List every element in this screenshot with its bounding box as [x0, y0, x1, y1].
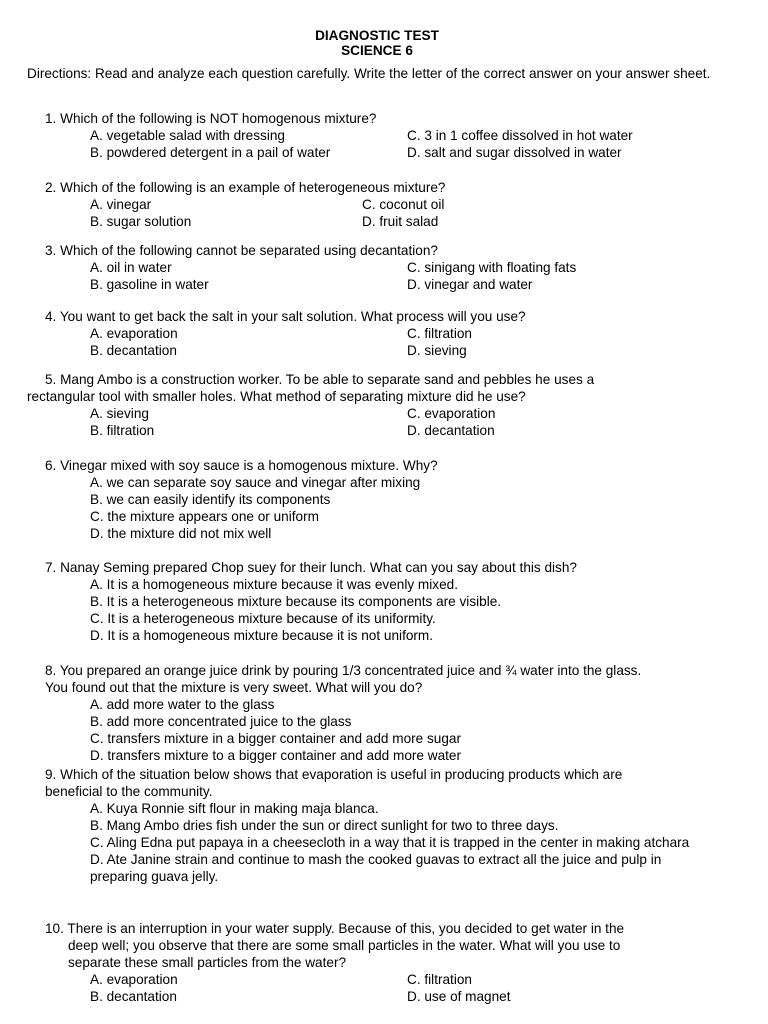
question-1 — [27, 110, 717, 161]
option-d: D. decantation — [407, 423, 495, 438]
question-stem-line-2: beneficial to the community. — [45, 784, 213, 799]
question-stem-line-2: deep well; you observe that there are some small particles in the water. What will you use to — [68, 938, 621, 953]
options-grid — [27, 196, 717, 230]
option-d: D. salt and sugar dissolved in water — [407, 145, 622, 160]
option-b: B. gasoline in water — [90, 277, 209, 292]
question-stem-line-3: separate these small particles from the water? — [68, 955, 347, 970]
option-a: A. It is a homogeneous mixture because it was evenly mixed. — [90, 577, 458, 592]
option-c: C. Aling Edna put papaya in a cheesecloth in a way that it is trapped in the center in making atchara — [90, 835, 690, 850]
option-a: A. vegetable salad with dressing — [90, 128, 285, 143]
document-subtitle: SCIENCE 6 — [341, 43, 413, 58]
option-c: C. filtration — [407, 326, 472, 341]
option-c: C. the mixture appears one or uniform — [90, 509, 319, 524]
option-c: C. It is a heterogeneous mixture because of its uniformity. — [90, 611, 436, 626]
option-a: A. we can separate soy sauce and vinegar after mixing — [90, 475, 421, 490]
option-a: A. vinegar — [90, 197, 152, 212]
option-d: D. vinegar and water — [407, 277, 533, 292]
question-stem: 1. Which of the following is NOT homogenous mixture? — [45, 111, 377, 126]
question-6 — [27, 457, 717, 542]
question-stem-line-1: 10. There is an interruption in your water supply. Because of this, you decided to get water in the — [45, 921, 625, 936]
option-b: B. powdered detergent in a pail of water — [90, 145, 331, 160]
question-4 — [27, 308, 717, 359]
directions: Directions: Read and analyze each question carefully. Write the letter of the correct answer on your answer sheet. — [27, 66, 711, 81]
option-d: D. sieving — [407, 343, 467, 358]
question-stem: 2. Which of the following is an example of heterogeneous mixture? — [45, 180, 446, 195]
option-c: C. filtration — [407, 972, 472, 987]
option-b: B. filtration — [90, 423, 155, 438]
option-d: D. the mixture did not mix well — [90, 526, 272, 541]
option-d: D. fruit salad — [362, 214, 439, 229]
option-a: A. evaporation — [90, 326, 178, 341]
options-grid — [27, 325, 717, 359]
option-b: B. add more concentrated juice to the glass — [90, 714, 352, 729]
option-c: C. sinigang with floating fats — [407, 260, 577, 275]
test-page — [27, 28, 727, 82]
option-c: C. evaporation — [407, 406, 496, 421]
options-grid — [27, 127, 717, 161]
question-7 — [27, 559, 717, 644]
option-b: B. Mang Ambo dries fish under the sun or direct sunlight for two to three days. — [90, 818, 559, 833]
option-a: A. evaporation — [90, 972, 178, 987]
option-c: C. coconut oil — [362, 197, 445, 212]
option-a: A. Kuya Ronnie sift flour in making maja blanca. — [90, 801, 379, 816]
question-stem-line-2: rectangular tool with smaller holes. What method of separating mixture did he use? — [27, 389, 526, 404]
question-stem: 6. Vinegar mixed with soy sauce is a homogenous mixture. Why? — [45, 458, 438, 473]
question-3 — [27, 242, 717, 293]
option-a: A. sieving — [90, 406, 149, 421]
question-stem-line-1: 9. Which of the situation below shows that evaporation is useful in producing products which are — [45, 767, 623, 782]
question-2 — [27, 179, 717, 230]
question-stem: 7. Nanay Seming prepared Chop suey for their lunch. What can you say about this dish? — [45, 560, 577, 575]
option-d: D. It is a homogeneous mixture because it is not uniform. — [90, 628, 434, 643]
option-d: D. transfers mixture to a bigger container and add more water — [90, 748, 461, 763]
document-title: DIAGNOSTIC TEST — [315, 28, 439, 43]
question-stem-line-2: You found out that the mixture is very sweet. What will you do? — [45, 680, 423, 695]
question-stem: 3. Which of the following cannot be separated using decantation? — [45, 243, 438, 258]
option-c: C. 3 in 1 coffee dissolved in hot water — [407, 128, 633, 143]
question-5 — [27, 371, 717, 439]
option-a: A. oil in water — [90, 260, 172, 275]
options-grid — [27, 405, 717, 439]
question-9 — [27, 766, 717, 885]
option-d: D. Ate Janine strain and continue to mash the cooked guavas to extract all the juice and pulp in preparing guava jelly. — [90, 852, 662, 884]
options-grid — [27, 259, 717, 293]
option-b: B. we can easily identify its components — [90, 492, 331, 507]
option-b: B. decantation — [90, 343, 177, 358]
question-stem-line-1: 8. You prepared an orange juice drink by pouring 1/3 concentrated juice and ¾ water into the glass. — [45, 663, 642, 678]
option-d: D. use of magnet — [407, 989, 511, 1004]
options-grid — [27, 971, 717, 1005]
question-stem: 4. You want to get back the salt in your salt solution. What process will you use? — [45, 309, 526, 324]
option-b: B. It is a heterogeneous mixture because its components are visible. — [90, 594, 502, 609]
question-10 — [27, 920, 717, 1005]
option-b: B. sugar solution — [90, 214, 192, 229]
option-a: A. add more water to the glass — [90, 697, 275, 712]
question-stem-line-1: 5. Mang Ambo is a construction worker. To be able to separate sand and pebbles he uses a — [45, 372, 595, 387]
option-b: B. decantation — [90, 989, 177, 1004]
question-8 — [27, 662, 717, 764]
option-c: C. transfers mixture in a bigger container and add more sugar — [90, 731, 461, 746]
